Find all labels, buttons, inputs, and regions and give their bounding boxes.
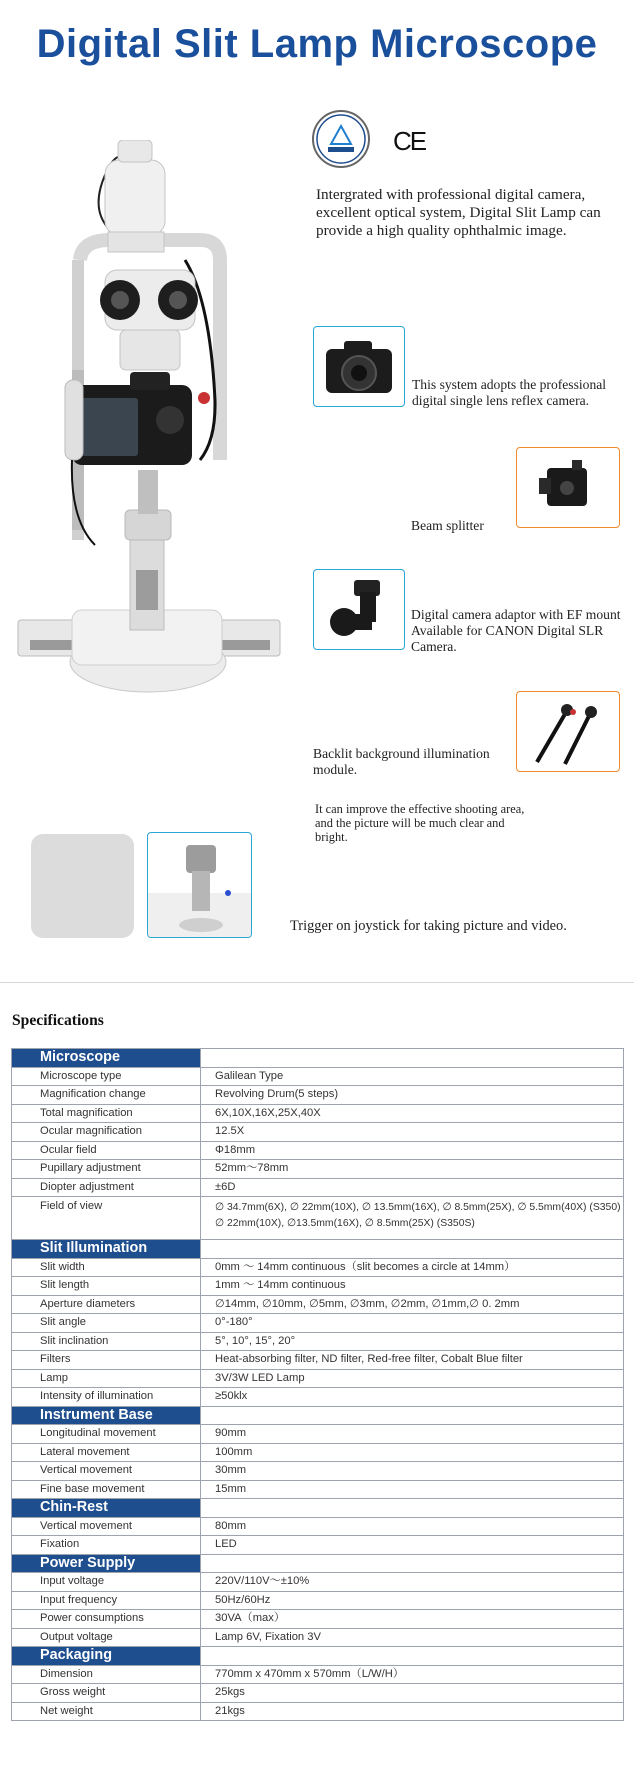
ce-mark-icon: CE (393, 126, 426, 156)
section-divider (0, 982, 634, 983)
table-row: Ocular field Φ18mm (12, 1141, 624, 1160)
table-row: Total magnification 6X,10X,16X,25X,40X (12, 1104, 624, 1123)
dslr-camera-thumbnail (313, 326, 405, 407)
table-row: Microscope type Galilean Type (12, 1067, 624, 1086)
certification-seal-icon (312, 110, 370, 168)
section-header: Microscope (12, 1049, 201, 1068)
feature-backlit-caption: Backlit background illumination module. (313, 746, 490, 777)
backlit-note: It can improve the effective shooting area, and the picture will be much clear and bright. (315, 802, 525, 844)
joystick-icon (148, 833, 251, 937)
table-row: Dimension 770mm x 470mm x 570mm（L/W/H） (12, 1665, 624, 1684)
feature-camera-adaptor-caption: Digital camera adaptor with EF mount Available for CANON Digital SLR Camera. (411, 607, 621, 654)
specifications-table (11, 1048, 624, 1721)
camera-adaptor-thumbnail (313, 569, 405, 650)
joystick-placeholder-image (31, 834, 134, 938)
table-row: Lateral movement 100mm (12, 1443, 624, 1462)
joystick-thumbnail (147, 832, 252, 938)
table-row: Filters Heat-absorbing filter, ND filter, Red-free filter, Cobalt Blue filter (12, 1351, 624, 1370)
camera-adaptor-icon (314, 570, 404, 649)
table-row: Vertical movement 30mm (12, 1462, 624, 1481)
table-row: Lamp 3V/3W LED Lamp (12, 1369, 624, 1388)
backlit-module-icon (517, 692, 619, 771)
intro-text: Intergrated with professional digital camera, excellent optical system, Digital Slit Lamp can provide a high quality ophthalmic image. (316, 186, 601, 239)
table-row: Slit width 0mm ～ 14mm continuous（slit becomes a circle at 14mm） (12, 1258, 624, 1277)
table-row: Power consumptions 30VA（max） (12, 1610, 624, 1629)
specifications-title: Specifications (12, 1012, 104, 1029)
section-header: Instrument Base (12, 1406, 201, 1425)
slit-lamp-product-image (10, 140, 285, 700)
table-row: Slit inclination 5°, 10°, 15°, 20° (12, 1332, 624, 1351)
table-row: Output voltage Lamp 6V, Fixation 3V (12, 1628, 624, 1647)
table-row: Fixation LED (12, 1536, 624, 1555)
table-row: Slit angle 0°-180° (12, 1314, 624, 1333)
table-row: Diopter adjustment ±6D (12, 1178, 624, 1197)
table-row: Slit length 1mm ～ 14mm continuous (12, 1277, 624, 1296)
table-row: Field of view ∅ 34.7mm(6X), ∅ 22mm(10X), ∅ 13.5mm(16X), ∅ 8.5mm(25X), ∅ 5.5mm(40X) (S350) ∅ 22mm(10X), ∅13.5mm(16X), ∅ 8.5mm(25X) (S350S) (12, 1197, 624, 1240)
table-row: Ocular magnification 12.5X (12, 1123, 624, 1142)
feature-dslr-caption: This system adopts the professional digital single lens reflex camera. (412, 377, 607, 408)
section-header: Chin-Rest (12, 1499, 201, 1518)
section-header: Slit Illumination (12, 1240, 201, 1259)
section-header: Power Supply (12, 1554, 201, 1573)
table-row: Input voltage 220V/110V～±10% (12, 1573, 624, 1592)
table-row: Vertical movement 80mm (12, 1517, 624, 1536)
dslr-camera-icon (314, 327, 404, 406)
joystick-caption: Trigger on joystick for taking picture and video. (290, 918, 567, 934)
table-row: Longitudinal movement 90mm (12, 1425, 624, 1444)
feature-beam-splitter-caption: Beam splitter (411, 518, 484, 533)
table-row: Intensity of illumination ≥50klx (12, 1388, 624, 1407)
beam-splitter-thumbnail (516, 447, 620, 528)
field-of-view-line-1: ∅ 34.7mm(6X), ∅ 22mm(10X), ∅ 13.5mm(16X), ∅ 8.5mm(25X), ∅ 5.5mm(40X) (S350) (215, 1202, 621, 1213)
field-of-view-line-2: ∅ 22mm(10X), ∅13.5mm(16X), ∅ 8.5mm(25X) (S350S) (215, 1218, 475, 1229)
table-row: Magnification change Revolving Drum(5 steps) (12, 1086, 624, 1105)
table-row: Pupillary adjustment 52mm～78mm (12, 1160, 624, 1179)
page-title: Digital Slit Lamp Microscope (36, 22, 598, 66)
table-row: Net weight 21kgs (12, 1702, 624, 1721)
backlit-module-thumbnail (516, 691, 620, 772)
table-row: Input frequency 50Hz/60Hz (12, 1591, 624, 1610)
beam-splitter-icon (517, 448, 619, 527)
table-row: Aperture diameters ∅14mm, ∅10mm, ∅5mm, ∅3mm, ∅2mm, ∅1mm,∅ 0. 2mm (12, 1295, 624, 1314)
section-header: Packaging (12, 1647, 201, 1666)
table-row: Fine base movement 15mm (12, 1480, 624, 1499)
table-row: Gross weight 25kgs (12, 1684, 624, 1703)
